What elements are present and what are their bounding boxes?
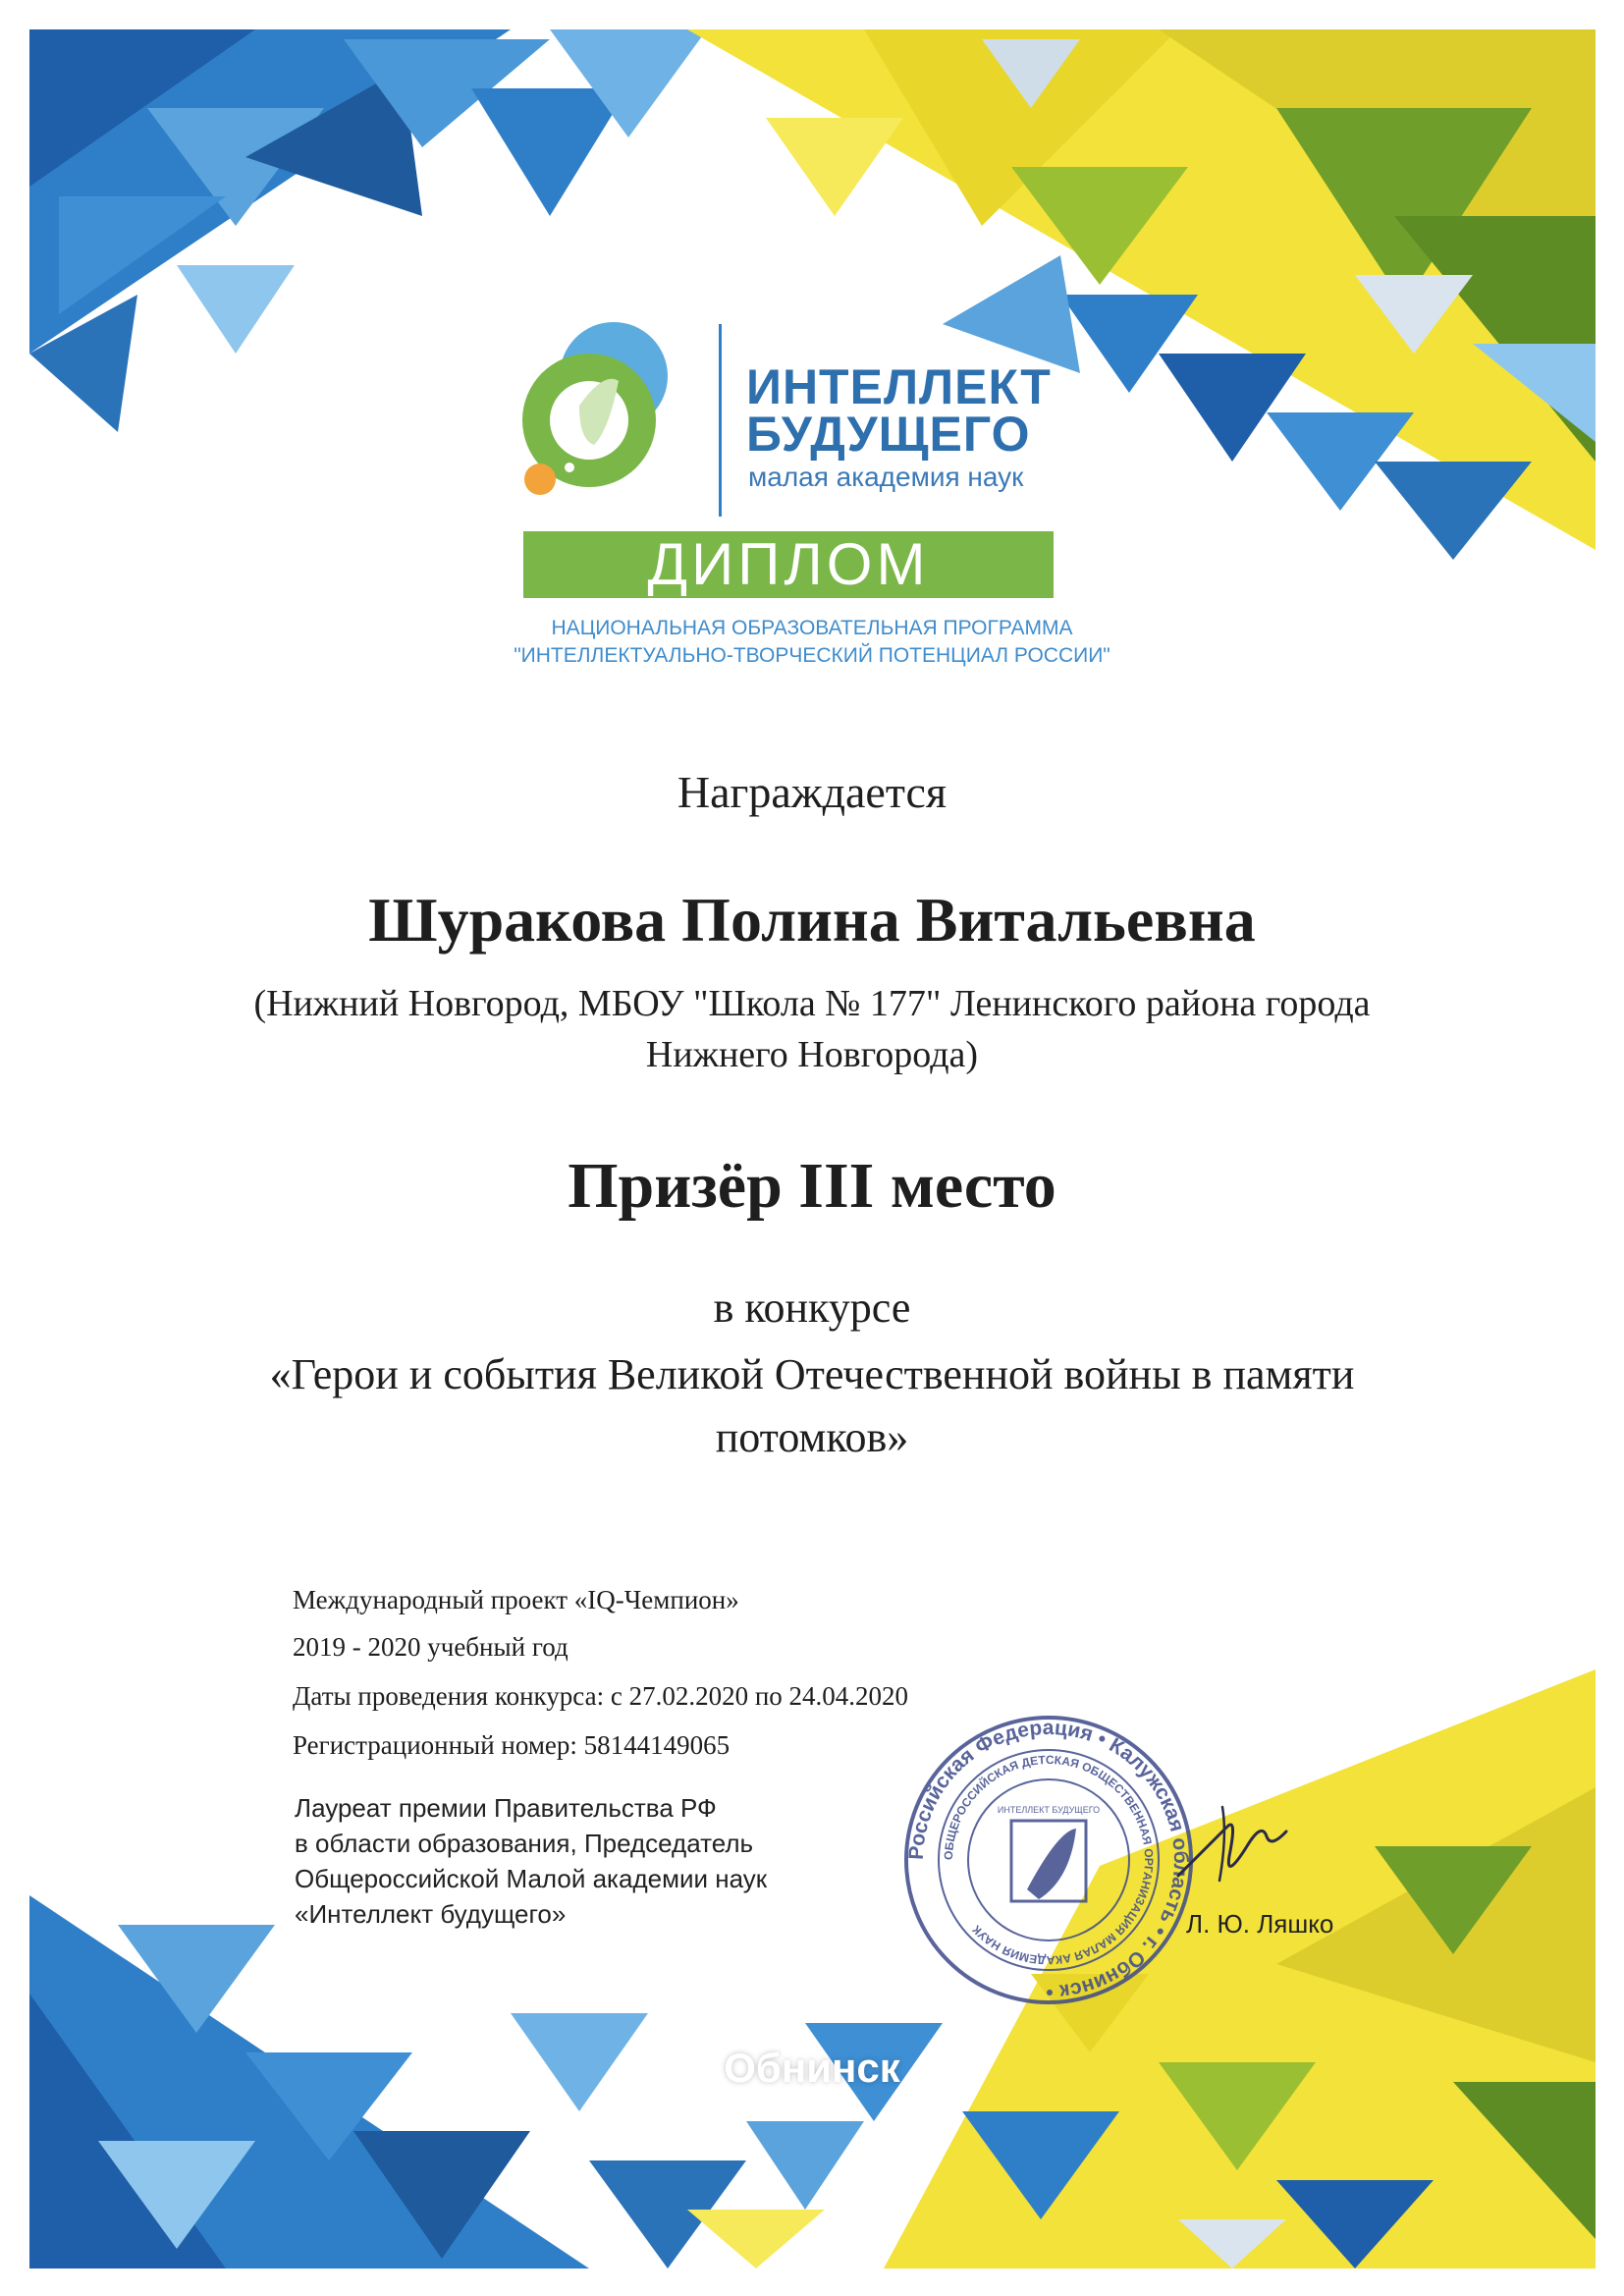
stamp-center-text: ИНТЕЛЛЕКТ БУДУЩЕГО <box>997 1805 1101 1815</box>
diploma-label: ДИПЛОМ <box>523 531 1054 598</box>
contest-intro: в конкурсе <box>713 1284 911 1332</box>
program-line1: НАЦИОНАЛЬНАЯ ОБРАЗОВАТЕЛЬНАЯ ПРОГРАММА <box>551 617 1073 639</box>
signatory-line1: Лауреат премии Правительства РФ <box>295 1793 717 1823</box>
stamp-outer-text: Российская Федерация • Калужская область • г. Обнинск • <box>904 1716 1193 2004</box>
signatory-name: Л. Ю. Ляшко <box>1186 1909 1334 1939</box>
program-line2: "ИНТЕЛЛЕКТУАЛЬНО-ТВОРЧЕСКИЙ ПОТЕНЦИАЛ РОССИИ" <box>514 644 1110 667</box>
registration-number: Регистрационный номер: 58144149065 <box>293 1730 731 1760</box>
official-stamp <box>901 1713 1196 2007</box>
recipient-details-line1: (Нижний Новгород, МБОУ "Школа № 177" Ленинского района города <box>253 983 1371 1024</box>
project-name: Международный проект «IQ-Чемпион» <box>293 1585 739 1614</box>
logo-divider <box>719 324 722 517</box>
academy-logo-icon <box>511 312 707 499</box>
signatory-line4: «Интеллект будущего» <box>295 1899 567 1929</box>
contest-dates: Даты проведения конкурса: с 27.02.2020 по 24.04.2020 <box>293 1681 909 1711</box>
academic-year: 2019 - 2020 учебный год <box>293 1632 568 1662</box>
stamp-inner-text: ОБЩЕРОССИЙСКАЯ ДЕТСКАЯ ОБЩЕСТВЕННАЯ ОРГАНИЗАЦИЯ МАЛАЯ АКАДЕМИЯ НАУК <box>941 1752 1157 1968</box>
bottom-triangle-mosaic <box>29 1669 1596 2269</box>
signatory-line3: Общероссийской Малой академии наук <box>295 1864 768 1893</box>
recipient-details-line2: Нижнего Новгорода) <box>645 1034 979 1075</box>
logo-title-line1: ИНТЕЛЛЕКТ <box>746 359 1052 414</box>
contest-title-line1: «Герои и события Великой Отечественной войны в памяти <box>269 1350 1355 1398</box>
signatory-line2: в области образования, Председатель <box>295 1829 754 1858</box>
city-label: Обнинск <box>724 2045 900 2091</box>
place-title: Призёр III место <box>568 1150 1056 1222</box>
handwritten-signature <box>1168 1787 1296 1895</box>
logo-title-line2: БУДУЩЕГО <box>746 407 1031 462</box>
logo-subtitle: малая академия наук <box>748 462 1024 492</box>
recipient-name: Шуракова Полина Витальевна <box>368 885 1256 955</box>
contest-title-line2: потомков» <box>715 1413 909 1461</box>
awarded-label: Награждается <box>677 767 947 817</box>
